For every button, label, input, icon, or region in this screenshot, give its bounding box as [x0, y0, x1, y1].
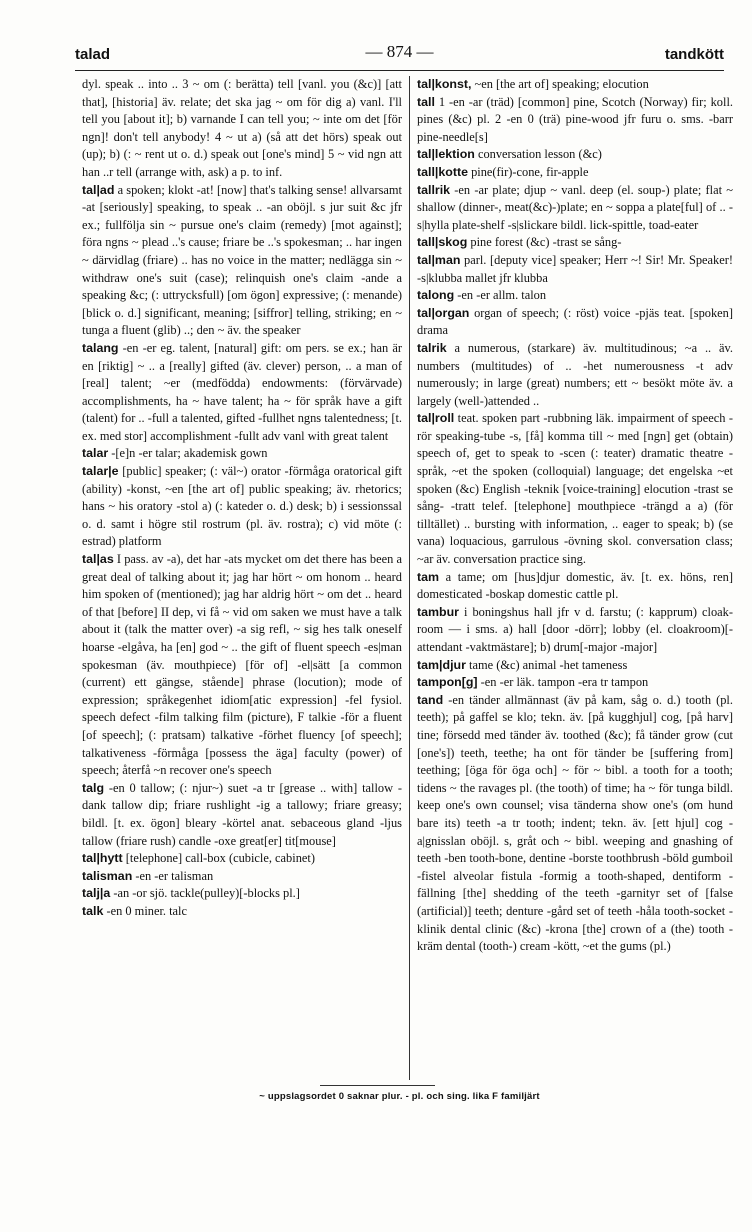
entry-text: tame (&c) animal -het tameness — [469, 657, 628, 672]
entry-headword: tal|roll — [417, 411, 455, 426]
entry-headword: tal|hytt — [82, 851, 123, 866]
entry-text: conversation lesson (&c) — [477, 147, 602, 162]
entry-headword: tall|kotte — [417, 164, 468, 179]
dictionary-entry — [417, 604, 733, 657]
entry-headword: tall|skog — [417, 235, 468, 250]
entry-headword: talar|e — [82, 464, 119, 479]
entry-headword: tam — [417, 569, 440, 584]
footer-legend: ~ uppslagsordet 0 saknar plur. - pl. och sing. lika F familjärt — [259, 1091, 540, 1102]
entry-text: organ of speech; (: röst) voice -pjäs teat. [spoken] drama — [417, 305, 733, 338]
entry-text: -en 0 tallow; (: njur~) suet -a tr [grease .. with] tallow -dank tallow dip; friare rushlight -ig a tallowy; friare greasy; bildl. [t. ex. ögon] bleary -körtel anat. sebaceous gland -ljus tallow (friare rush) candle -oxe great[er] tit[mouse] — [82, 780, 402, 848]
entry-headword: tam|djur — [417, 657, 466, 672]
entry-headword: talisman — [82, 868, 133, 883]
dictionary-entry — [82, 868, 402, 886]
dictionary-entry — [417, 340, 733, 410]
entry-headword: tal|man — [417, 252, 461, 267]
entry-text: a spoken; klokt -at! [now] that's talking sense! allvarsamt -at [seriously] speaking, to speak .. -an oböjl. s jur suit &c jfr ex.; fullfölja sin ~ pursue one's claim (remedy) [mot against]; föra ngns ~ plead ..'s cause; friare be ..'s spokesman; .. har ingen ~ därvidlag (friare) .. has no voice in the matter; nedlägga sin ~ withdraw one's suit (case); relinquish one's claim -ande a speaking &c; (: uttrycksfull) [om ögon] expressive; (: menande) [blick o. d.] significant, meaning; [siffror] telling, striking; en ~ tunga a fluent (glib) ..; den ~ äv. the speaker — [82, 182, 402, 338]
dictionary-entry — [417, 657, 733, 675]
dictionary-entry — [417, 164, 733, 182]
entry-headword: tampon[g] — [417, 675, 478, 690]
entry-text: teat. spoken part -rubbning läk. impairment of speech -rör speaking-tube -s, [få] komma till ~ med [ngn] get (obtain) speech of, get to speak to -scen (: teater) dramatic theatre -språk, ~et the spoken (colloquial) language; det engelska ~et spoken (&c) English -teknik [voice-training] elocution -trast se sång- -tratt telef. [telephone] mouthpiece -trängd a a) (för tilltället) .. bursting with information, .. eager to speak; b) (se vana) loquacious, garrulous -övning skol. conversation class; ~ar äv. conversation practice sing. — [417, 411, 733, 567]
entry-text: i boningshus hall jfr v d. farstu; (: kapprum) cloak-room — i sms. a) hall [door -dörr]; lobby (el. cloakroom)[-attendant -vaktmästare]; b) drum[-major -major] — [417, 604, 733, 654]
entry-text: -en -er eg. talent, [natural] gift: om pers. se ex.; han är en [riktig] ~ .. a [really] gifted (äv. clever) person, .. a man of [real] talent; ~er (medfödda) endowments: (förvärvade) accomplishments, ha ~ have talent; ha ~ för språk have a gift (talent) for .. -full a talented, gifted -fullhet ngns talentedness; [t. ex. med stor] accomplishment -fullt adv vanl with great talent — [82, 340, 402, 443]
entry-text: a tame; om [hus]djur domestic, äv. [t. ex. höns, ren] domesticated -boskap domestic cattle pl. — [417, 569, 733, 602]
dictionary-entry — [417, 182, 733, 235]
dictionary-entry — [82, 445, 402, 463]
dictionary-entry — [417, 94, 733, 147]
entry-headword: tal|ad — [82, 182, 115, 197]
entry-headword: talj|a — [82, 886, 111, 901]
entry-text: [public] speaker; (: väl~) orator -förmåga oratorical gift (ability) -konst, ~en [the art of] public speaking; äv. rhetorics; hans ~ his oratory -stol a) (: kateder o. d.) desk; b) i sessionssal o. d. samt i högre stil rostrum (pl. äv. rostra); c) vid möte (: estrad) platform — [82, 464, 402, 549]
entry-headword: talong — [417, 288, 455, 303]
entry-text: -en -er allm. talon — [457, 288, 547, 303]
dictionary-entry — [417, 692, 733, 956]
entry-text: parl. [deputy vice] speaker; Herr ~! Sir! Mr. Speaker! -s|klubba mallet jfr klubba — [417, 252, 733, 285]
page-header — [75, 38, 724, 68]
dictionary-entry — [417, 146, 733, 164]
dictionary-entry — [417, 234, 733, 252]
entry-text: -en tänder allmännast (äv på kam, såg o. d.) tooth (pl. teeth); på gaffel se klo; tekn. äv. [på kugghjul] cog, [på harv] tine; försedd med tänder äv. toothed (&c); få tänder grow (cut [one's]) teeth, teethe; ha ont för tänder be [suffering from] teething; [öga för öga och] ~ för ~ bibl. a tooth for a tooth; tidens ~ the ravages pl. (the tooth) of time; ha ~ för tunga bildl. keep one's own counsel; visa tänderna show one's (om hund bare its) teeth -a tr tooth; indent; tekn. äv. [ett hjul] cog -a|gnisslan oböjl. s, gråt och ~ bibl. weeping and gnashing of teeth -ben tooth-bone, dentine -borste toothbrush -böld gumboil -fistel alveolar fistula -formig a tooth-shaped, dentiform -fällning [the] shedding of the teeth -garnityr set of [false (artificial)] teeth; denture -gård set of teeth -håla tooth-socket -klinik dental clinic (&c) -krona [the] crown of a (the) tooth -kräm dental (tooth-) cream -kött, ~et the gums (pl.) — [417, 692, 733, 954]
entry-headword: tall — [417, 94, 435, 109]
page-number: — 874 — — [365, 42, 434, 61]
entry-text: I pass. av -a), det har -ats mycket om det there has been a great deal of talking about it; jag har hört ~ om honom .. heard him spoken of (mentioned); jag har aldrig hört ~ om det .. heard of that [before] II dep, vi få ~ vid om saken we must have a talk about it (talk the matter over) -a sig refl, ~ sig hes talk oneself hoarse -elgåva, ha [en] god ~ .. the gift of fluent speech -es|man spokesman (äv. mouthpiece) [för of] -el|sätt [a common (current) ett gängse, stående] phrase (locution); mode of expression; språkegenhet idiom[atic expression] -fel fysiol. speech defect -film talking film (picture), F talkie -för a fluent [of speech]; (: pratsam) talkative -förhet fluency [of speech]; talkativeness -förmåga [possess the äga] faculty (power) of speech; återfå ~n recover one's speech — [82, 552, 402, 778]
dictionary-entry — [82, 340, 402, 446]
entry-headword: talar — [82, 446, 109, 461]
dictionary-entry — [417, 674, 733, 692]
header-rule — [75, 70, 724, 71]
dictionary-entry — [82, 551, 402, 780]
dictionary-entry — [417, 252, 733, 287]
right-column — [417, 76, 733, 1080]
dictionary-entry — [417, 305, 733, 340]
dictionary-entry — [417, 410, 733, 568]
entry-headword: tallrik — [417, 182, 451, 197]
footer-rule — [320, 1085, 435, 1086]
entry-headword: tand — [417, 692, 444, 707]
entry-text: -en 0 miner. talc — [106, 903, 187, 918]
entry-headword: talang — [82, 340, 119, 355]
dictionary-entry — [82, 182, 402, 340]
entry-text: ~en [the art of] speaking; elocution — [474, 77, 649, 91]
dictionary-entry — [82, 850, 402, 868]
column-divider — [409, 76, 410, 1080]
entry-headword: tambur — [417, 604, 459, 619]
entry-text: dyl. speak .. into .. 3 ~ om (: berätta) tell [vanl. you (&c)] [att that], [historia] äv. relate; det ska jag ~ om för dig a) vanl. I'll tell you [about it]; b) varnande I can tell you; ~ inte om det [för ngn]! don't tell anybody! 4 ~ ut a) (så att det hörs) speak out (up); b) (: ~ rent ut o. d.) speak out [one's mind] 5 ~ vid ngn att han ..r tell (arrange with, ask) a p. to inf. — [82, 77, 402, 179]
dictionary-entry — [417, 76, 733, 94]
entry-text: -en -er talisman — [135, 868, 214, 883]
entry-text: [telephone] call-box (cubicle, cabinet) — [125, 851, 315, 866]
entry-headword: tal|as — [82, 552, 114, 567]
entry-text: pine(fir)-cone, fir-apple — [471, 164, 589, 179]
entry-headword: tal|organ — [417, 305, 470, 320]
left-guide-word: talad — [75, 46, 111, 63]
entry-text: -en -er läk. tampon -era tr tampon — [480, 675, 649, 690]
right-guide-word: tandkött — [664, 46, 724, 63]
dictionary-entry — [417, 569, 733, 604]
dictionary-entry — [82, 885, 402, 903]
entry-text: 1 -en -ar (träd) [common] pine, Scotch (Norway) fir; koll. pines (&c) pl. 2 -en 0 (trä) pine-wood jfr furu o. sms. -barr pine-needle[s] — [417, 94, 733, 144]
dictionary-entry — [82, 780, 402, 850]
entry-text: pine forest (&c) -trast se sång- — [470, 235, 622, 250]
entry-text: -an -or sjö. tackle(pulley)[-blocks pl.] — [113, 886, 300, 901]
entry-text: -en -ar plate; djup ~ vanl. deep (el. soup-) plate; flat ~ shallow (dinner-, meat(&c)-)plate; en ~ soppa a plate[ful] of .. -s|hylla plate-shelf -s|slickare bildl. lick-spittle, toad-eater — [417, 182, 733, 232]
entry-text: a numerous, (starkare) äv. multitudinous; ~a .. äv. numbers (multitudes) of .. -het numerousness -t adv numerously; in large (great) numbers; ett ~ besökt möte äv. a largely (well-)attended .. — [417, 340, 733, 408]
dictionary-entry — [82, 76, 402, 182]
dictionary-entry — [82, 463, 402, 551]
entry-text: -[e]n -er talar; akademisk gown — [111, 446, 268, 461]
entry-headword: tal|konst, — [417, 77, 472, 91]
entry-headword: talg — [82, 780, 105, 795]
entry-headword: tal|lektion — [417, 147, 475, 162]
dictionary-entry — [82, 903, 402, 921]
entry-headword: talk — [82, 903, 104, 918]
dictionary-entry — [417, 287, 733, 305]
entry-headword: talrik — [417, 340, 447, 355]
left-column — [82, 76, 402, 1080]
